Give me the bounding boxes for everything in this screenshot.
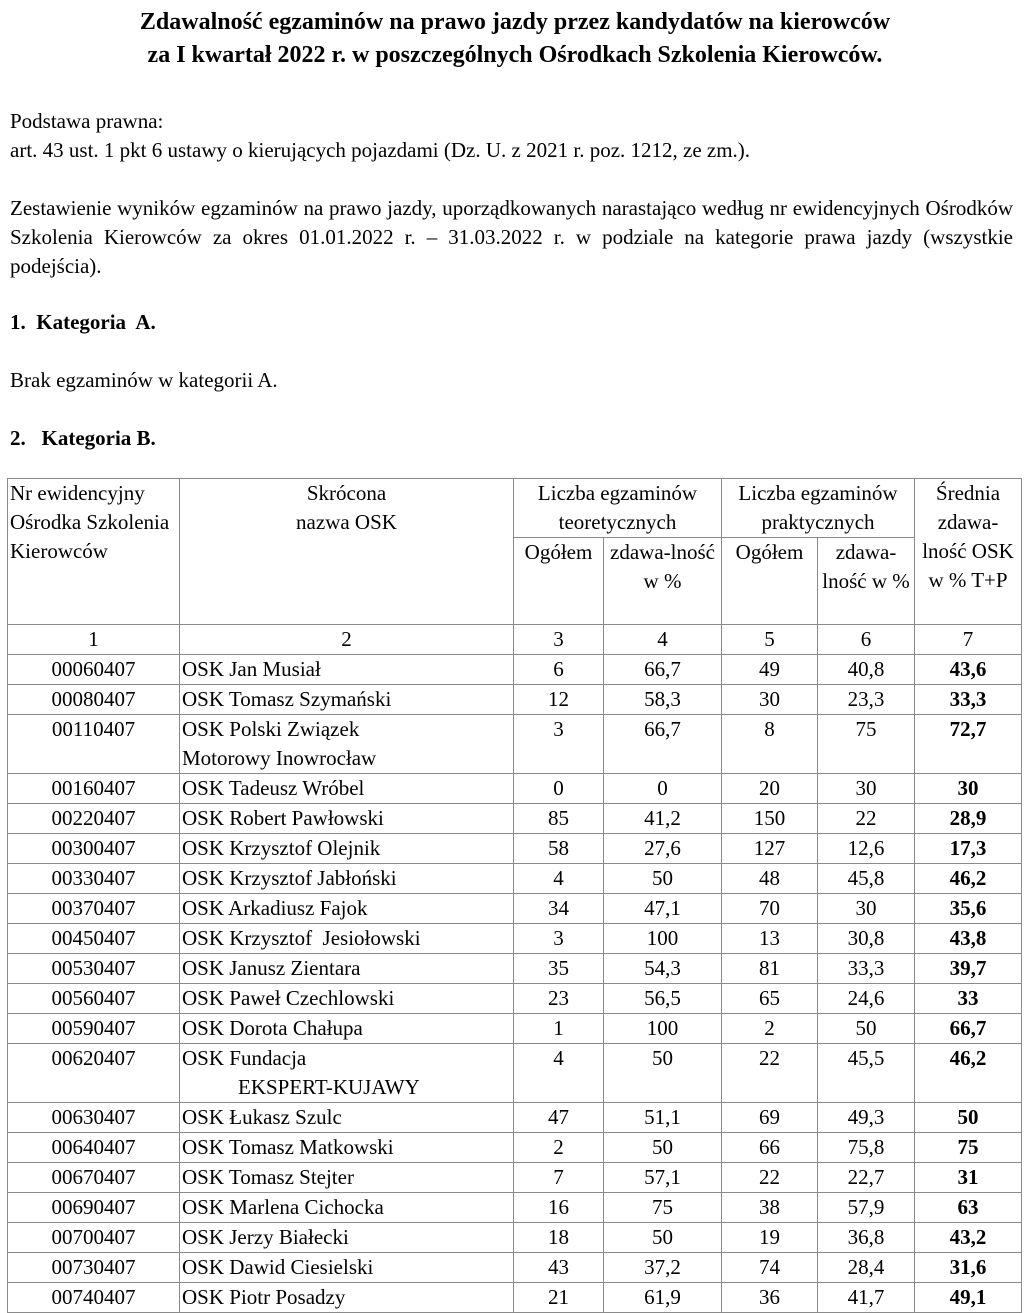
table-row <box>8 1253 1022 1283</box>
title-line-2: za I kwartał 2022 r. w poszczególnych Ośrodkach Szkolenia Kierowców. <box>147 42 883 68</box>
cell-theory-total: 3 <box>514 924 604 954</box>
cell-practical-pass: 75,8 <box>818 1133 915 1163</box>
cell-theory-total: 23 <box>514 984 604 1014</box>
cell-name <box>180 864 514 894</box>
cell-average: 63 <box>915 1193 1022 1223</box>
cell-name-line-1: OSK Polski Związek <box>182 717 360 741</box>
cell-name <box>180 804 514 834</box>
cell-nr: 00690407 <box>8 1193 180 1223</box>
table-row <box>8 1133 1022 1163</box>
cell-average: 33 <box>915 984 1022 1014</box>
cell-practical-pass: 36,8 <box>818 1223 915 1253</box>
header-practical-pass: zdawa-lność w % <box>818 538 915 625</box>
cell-average: 28,9 <box>915 804 1022 834</box>
document-title <box>0 6 1030 72</box>
cell-name-line-1: OSK Łukasz Szulc <box>182 1105 342 1129</box>
cell-nr: 00330407 <box>8 864 180 894</box>
cell-practical-pass: 22,7 <box>818 1163 915 1193</box>
cell-theory-pass: 50 <box>604 1223 722 1253</box>
cell-practical-pass: 40,8 <box>818 655 915 685</box>
cell-name-line-1: OSK Krzysztof Jesiołowski <box>182 926 421 950</box>
cell-theory-pass: 51,1 <box>604 1103 722 1133</box>
cell-theory-pass: 75 <box>604 1193 722 1223</box>
cell-practical-pass: 45,5 <box>818 1044 915 1103</box>
table-row <box>8 1193 1022 1223</box>
cell-nr: 00530407 <box>8 954 180 984</box>
table-row <box>8 774 1022 804</box>
cell-nr: 00370407 <box>8 894 180 924</box>
table-row <box>8 804 1022 834</box>
cell-theory-total: 0 <box>514 774 604 804</box>
cell-name-line-1: OSK Arkadiusz Fajok <box>182 896 368 920</box>
cell-practical-total: 38 <box>722 1193 818 1223</box>
cell-average: 30 <box>915 774 1022 804</box>
cell-practical-total: 22 <box>722 1044 818 1103</box>
column-number: 2 <box>180 625 514 655</box>
cell-theory-pass: 66,7 <box>604 715 722 774</box>
cell-practical-pass: 28,4 <box>818 1253 915 1283</box>
header-nr: Nr ewidencyjny Ośrodka Szkolenia Kierowców <box>8 479 180 625</box>
cell-practical-total: 81 <box>722 954 818 984</box>
column-number-row <box>8 625 1022 655</box>
cell-practical-total: 13 <box>722 924 818 954</box>
cell-name <box>180 715 514 774</box>
cell-average: 43,2 <box>915 1223 1022 1253</box>
cell-practical-pass: 33,3 <box>818 954 915 984</box>
cell-average: 43,8 <box>915 924 1022 954</box>
cell-nr: 00670407 <box>8 1163 180 1193</box>
cell-name <box>180 1283 514 1313</box>
cell-theory-total: 43 <box>514 1253 604 1283</box>
cell-practical-total: 127 <box>722 834 818 864</box>
cell-name <box>180 954 514 984</box>
cell-theory-total: 35 <box>514 954 604 984</box>
header-average: Średnia zdawa-lność OSK w % T+P <box>915 479 1022 625</box>
no-exams-note: Brak egzaminów w kategorii A. <box>10 368 278 392</box>
cell-theory-total: 12 <box>514 685 604 715</box>
cell-average: 66,7 <box>915 1014 1022 1044</box>
cell-theory-total: 4 <box>514 1044 604 1103</box>
cell-nr: 00620407 <box>8 1044 180 1103</box>
cell-nr: 00560407 <box>8 984 180 1014</box>
header-practical-total: Ogółem <box>722 538 818 625</box>
cell-name <box>180 1044 514 1103</box>
cell-theory-total: 85 <box>514 804 604 834</box>
title-line-1: Zdawalność egzaminów na prawo jazdy przez kandydatów na kierowców <box>139 9 891 35</box>
cell-name-line-1: OSK Tomasz Matkowski <box>182 1135 394 1159</box>
cell-practical-pass: 12,6 <box>818 834 915 864</box>
column-number: 7 <box>915 625 1022 655</box>
table-row <box>8 984 1022 1014</box>
cell-name-line-1: OSK Paweł Czechlowski <box>182 986 395 1010</box>
cell-nr: 00700407 <box>8 1223 180 1253</box>
table-row <box>8 1044 1022 1103</box>
cell-practical-total: 69 <box>722 1103 818 1133</box>
cell-name <box>180 1223 514 1253</box>
legal-basis-text: art. 43 ust. 1 pkt 6 ustawy o kierujących pojazdami (Dz. U. z 2021 r. poz. 1212, ze zm.). <box>10 138 751 162</box>
summary-paragraph: Zestawienie wyników egzaminów na prawo jazdy, uporządkowanych narastająco według nr ewidencyjnych Ośrodków Szkolenia Kierowców za okres 01.01.2022 r. – 31.03.2022 r. w podziale na kategorie prawa jazdy (wszystkie podejścia). <box>10 196 1013 278</box>
cell-average: 75 <box>915 1133 1022 1163</box>
table-row <box>8 894 1022 924</box>
cell-name-line-2: EKSPERT-KUJAWY <box>238 1075 420 1099</box>
cell-average: 39,7 <box>915 954 1022 984</box>
cell-theory-pass: 41,2 <box>604 804 722 834</box>
column-number: 4 <box>604 625 722 655</box>
cell-practical-total: 22 <box>722 1163 818 1193</box>
cell-name-line-1: OSK Tadeusz Wróbel <box>182 776 365 800</box>
table-row <box>8 1014 1022 1044</box>
cell-average: 33,3 <box>915 685 1022 715</box>
cell-name <box>180 1103 514 1133</box>
cell-name-line-1: OSK Krzysztof Olejnik <box>182 836 381 860</box>
table-row <box>8 924 1022 954</box>
cell-name-line-1: OSK Fundacja <box>182 1046 307 1070</box>
section-heading-category-b: 2. Kategoria B. <box>10 426 156 450</box>
cell-nr: 00740407 <box>8 1283 180 1313</box>
column-number: 6 <box>818 625 915 655</box>
header-name-line-2: nazwa OSK <box>296 510 397 534</box>
cell-average: 17,3 <box>915 834 1022 864</box>
cell-theory-pass: 58,3 <box>604 685 722 715</box>
header-theory-total: Ogółem <box>514 538 604 625</box>
cell-average: 46,2 <box>915 1044 1022 1103</box>
cell-practical-total: 65 <box>722 984 818 1014</box>
table-row <box>8 834 1022 864</box>
cell-practical-total: 70 <box>722 894 818 924</box>
cell-practical-total: 20 <box>722 774 818 804</box>
cell-practical-pass: 50 <box>818 1014 915 1044</box>
cell-nr: 00730407 <box>8 1253 180 1283</box>
cell-practical-total: 49 <box>722 655 818 685</box>
table-row <box>8 1103 1022 1133</box>
cell-theory-pass: 100 <box>604 1014 722 1044</box>
cell-name <box>180 774 514 804</box>
column-number: 1 <box>8 625 180 655</box>
cell-nr: 00220407 <box>8 804 180 834</box>
cell-nr: 00640407 <box>8 1133 180 1163</box>
cell-practical-total: 74 <box>722 1253 818 1283</box>
cell-name <box>180 655 514 685</box>
cell-practical-total: 8 <box>722 715 818 774</box>
cell-practical-pass: 23,3 <box>818 685 915 715</box>
table-row <box>8 1163 1022 1193</box>
cell-name-line-1: OSK Janusz Zientara <box>182 956 361 980</box>
cell-name <box>180 924 514 954</box>
cell-name <box>180 894 514 924</box>
cell-theory-pass: 47,1 <box>604 894 722 924</box>
cell-nr: 00630407 <box>8 1103 180 1133</box>
cell-nr: 00160407 <box>8 774 180 804</box>
cell-practical-total: 36 <box>722 1283 818 1313</box>
cell-name-line-1: OSK Tomasz Szymański <box>182 687 392 711</box>
cell-nr: 00080407 <box>8 685 180 715</box>
cell-nr: 00060407 <box>8 655 180 685</box>
cell-theory-total: 2 <box>514 1133 604 1163</box>
cell-theory-total: 6 <box>514 655 604 685</box>
cell-average: 46,2 <box>915 864 1022 894</box>
header-name <box>180 479 514 625</box>
cell-theory-pass: 56,5 <box>604 984 722 1014</box>
cell-theory-pass: 57,1 <box>604 1163 722 1193</box>
cell-practical-pass: 45,8 <box>818 864 915 894</box>
cell-name-line-1: OSK Marlena Cichocka <box>182 1195 384 1219</box>
legal-basis-label: Podstawa prawna: <box>10 109 164 133</box>
cell-theory-total: 58 <box>514 834 604 864</box>
cell-practical-pass: 30 <box>818 774 915 804</box>
cell-theory-pass: 100 <box>604 924 722 954</box>
cell-practical-pass: 41,7 <box>818 1283 915 1313</box>
table-row <box>8 954 1022 984</box>
table-row <box>8 1283 1022 1313</box>
cell-theory-pass: 37,2 <box>604 1253 722 1283</box>
cell-practical-pass: 49,3 <box>818 1103 915 1133</box>
cell-average: 50 <box>915 1103 1022 1133</box>
cell-nr: 00450407 <box>8 924 180 954</box>
cell-practical-pass: 75 <box>818 715 915 774</box>
cell-name <box>180 1193 514 1223</box>
cell-practical-pass: 30 <box>818 894 915 924</box>
cell-theory-total: 3 <box>514 715 604 774</box>
cell-theory-total: 47 <box>514 1103 604 1133</box>
cell-theory-pass: 61,9 <box>604 1283 722 1313</box>
cell-average: 31 <box>915 1163 1022 1193</box>
cell-name-line-1: OSK Piotr Posadzy <box>182 1285 346 1309</box>
header-theory-pass: zdawa-lność w % <box>604 538 722 625</box>
cell-name-line-2: Motorowy Inowrocław <box>182 746 377 770</box>
cell-practical-total: 150 <box>722 804 818 834</box>
table-row <box>8 715 1022 774</box>
cell-average: 72,7 <box>915 715 1022 774</box>
cell-practical-pass: 22 <box>818 804 915 834</box>
cell-theory-pass: 0 <box>604 774 722 804</box>
cell-theory-total: 21 <box>514 1283 604 1313</box>
results-table <box>7 478 1022 1313</box>
cell-practical-total: 19 <box>722 1223 818 1253</box>
cell-practical-pass: 57,9 <box>818 1193 915 1223</box>
cell-practical-total: 48 <box>722 864 818 894</box>
table-row <box>8 685 1022 715</box>
cell-name <box>180 1133 514 1163</box>
cell-theory-pass: 50 <box>604 1133 722 1163</box>
section-heading-category-a: 1. Kategoria A. <box>10 310 156 334</box>
cell-average: 49,1 <box>915 1283 1022 1313</box>
cell-theory-total: 4 <box>514 864 604 894</box>
cell-average: 43,6 <box>915 655 1022 685</box>
cell-name-line-1: OSK Dawid Ciesielski <box>182 1255 374 1279</box>
cell-name <box>180 685 514 715</box>
cell-name-line-1: OSK Tomasz Stejter <box>182 1165 354 1189</box>
cell-theory-pass: 54,3 <box>604 954 722 984</box>
cell-name-line-1: OSK Dorota Chałupa <box>182 1016 363 1040</box>
cell-theory-pass: 50 <box>604 1044 722 1103</box>
cell-theory-pass: 27,6 <box>604 834 722 864</box>
cell-name <box>180 1163 514 1193</box>
table-body <box>8 655 1022 1313</box>
cell-average: 31,6 <box>915 1253 1022 1283</box>
cell-theory-pass: 66,7 <box>604 655 722 685</box>
cell-name-line-1: OSK Jerzy Białecki <box>182 1225 349 1249</box>
cell-practical-pass: 24,6 <box>818 984 915 1014</box>
cell-theory-total: 7 <box>514 1163 604 1193</box>
cell-theory-total: 34 <box>514 894 604 924</box>
cell-name <box>180 1253 514 1283</box>
cell-theory-total: 16 <box>514 1193 604 1223</box>
cell-name <box>180 984 514 1014</box>
cell-average: 35,6 <box>915 894 1022 924</box>
cell-nr: 00110407 <box>8 715 180 774</box>
cell-nr: 00300407 <box>8 834 180 864</box>
legal-basis <box>10 107 1013 165</box>
header-name-line-1: Skrócona <box>306 481 387 505</box>
column-number: 5 <box>722 625 818 655</box>
column-number: 3 <box>514 625 604 655</box>
cell-practical-total: 2 <box>722 1014 818 1044</box>
cell-name <box>180 834 514 864</box>
table-row <box>8 655 1022 685</box>
table-row <box>8 864 1022 894</box>
header-practical-group: Liczba egzaminów praktycznych <box>722 479 915 538</box>
header-theory-group: Liczba egzaminów teoretycznych <box>514 479 722 538</box>
cell-theory-total: 18 <box>514 1223 604 1253</box>
table-row <box>8 1223 1022 1253</box>
cell-practical-total: 66 <box>722 1133 818 1163</box>
cell-name-line-1: OSK Jan Musiał <box>182 657 321 681</box>
cell-nr: 00590407 <box>8 1014 180 1044</box>
cell-practical-pass: 30,8 <box>818 924 915 954</box>
cell-practical-total: 30 <box>722 685 818 715</box>
cell-theory-pass: 50 <box>604 864 722 894</box>
cell-name <box>180 1014 514 1044</box>
cell-theory-total: 1 <box>514 1014 604 1044</box>
cell-name-line-1: OSK Krzysztof Jabłoński <box>182 866 397 890</box>
cell-name-line-1: OSK Robert Pawłowski <box>182 806 384 830</box>
